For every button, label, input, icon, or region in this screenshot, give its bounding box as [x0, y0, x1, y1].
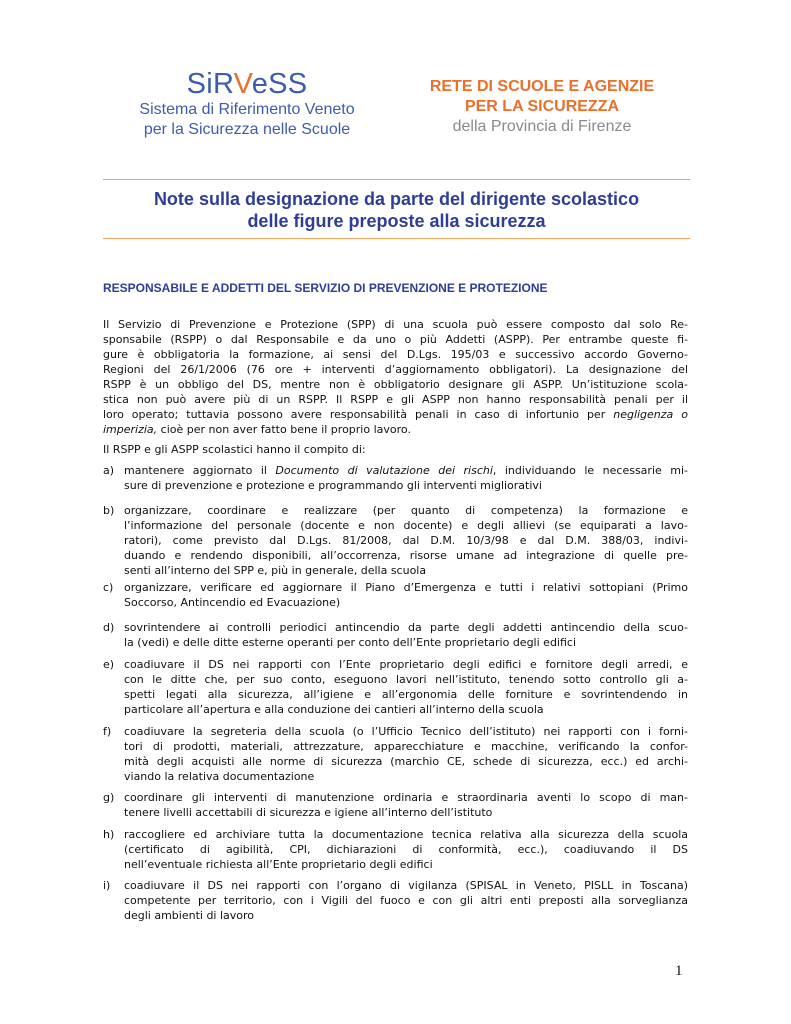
- task-marker: d): [103, 621, 115, 634]
- task-line: ratori), come previsto dal D.Lgs. 81/2008, dal D.M. 10/3/98 e dal D.M. 388/03, indivi-: [124, 534, 688, 547]
- intro-line: RSPP è un obbligo del DS, mentre non è obbligatorio designare gli ASPP. Un’istituzione scola-: [103, 378, 688, 391]
- task-line: sure di prevenzione e protezione e programmando gli interventi migliorativi: [124, 479, 542, 492]
- task-line: Soccorso, Antincendio ed Evacuazione): [124, 596, 341, 609]
- section-heading: RESPONSABILE E ADDETTI DEL SERVIZIO DI PREVENZIONE E PROTEZIONE: [103, 281, 548, 295]
- task-marker: g): [103, 791, 115, 804]
- intro-line: Il Servizio di Prevenzione e Protezione (SPP) di una scuola può essere composto dal solo Re-: [103, 318, 688, 331]
- intro-line: sponsabile (RSPP) o dal Responsabile e da uno o più Addetti (ASPP). Per entrambe queste fi-: [103, 333, 688, 346]
- italic-fragment: imperizia,: [103, 423, 158, 436]
- task-line: duando e rendendo disponibili, all’occorrenza, risorse umane ad integrazione di quelle pre-: [124, 549, 688, 562]
- network-line-1: RETE DI SCUOLE E AGENZIE: [429, 78, 655, 95]
- task-line: competente per territorio, con i Vigili del fuoco e con gli altri enti preposti alla sorveglianza: [124, 894, 688, 907]
- task-marker: i): [103, 879, 111, 892]
- task-marker: c): [103, 581, 114, 594]
- page-number: 1: [675, 963, 683, 979]
- task-marker: f): [103, 725, 112, 738]
- logo-subtitle-2: per la Sicurezza nelle Scuole: [143, 121, 351, 138]
- task-line: con le ditte che, per suo conto, eseguono lavori nell’istituto, tenendo sotto controllo gli a-: [124, 673, 688, 686]
- intro-line: gure è obbligatoria la formazione, ai sensi del D.Lgs. 195/03 e successivo accordo Governo-: [103, 348, 688, 361]
- logo-subtitle-1: Sistema di Riferimento Veneto: [139, 101, 355, 118]
- task-line: coadiuvare il DS nei rapporti con l’organo di vigilanza (SPISAL in Veneto, PISLL in Toscana): [124, 879, 688, 892]
- task-line: raccogliere ed archiviare tutta la documentazione tecnica relativa alla sicurezza della scuola: [124, 828, 688, 841]
- task-line: degli ambienti di lavoro: [124, 909, 255, 922]
- title-line-2: delle figure preposte alla sicurezza: [247, 211, 546, 231]
- intro-line: Regioni del 26/1/2006 (76 ore + interventi d’aggiornamento obbligatori). La designazione del: [103, 363, 688, 376]
- task-marker: b): [103, 504, 115, 517]
- task-line: organizzare, verificare ed aggiornare il Piano d’Emergenza e tutti i relativi sottopiani (Primo: [124, 581, 688, 594]
- task-line: senti all’interno del SPP e, più in generale, della scuola: [124, 564, 427, 577]
- task-line: tenere livelli accettabili di sicurezza e igiene all’interno dell’istituto: [124, 806, 493, 819]
- task-line: tori di prodotti, materiali, attrezzature, apparecchiature e macchine, verificando la confor-: [124, 740, 688, 753]
- task-line: mità degli acquisti alle norme di sicurezza (marchio CE, schede di sicurezza, ecc.) ed archi-: [124, 755, 688, 768]
- italic-fragment: Documento di valutazione dei rischi: [275, 464, 493, 477]
- task-line: mantenere aggiornato il Documento di valutazione dei rischi, individuando le necessarie mi-: [124, 464, 688, 477]
- task-line: coordinare gli interventi di manutenzione ordinaria e straordinaria aventi lo scopo di man-: [124, 791, 688, 804]
- title-line-1: Note sulla designazione da parte del dirigente scolastico: [153, 189, 640, 209]
- task-line: organizzare, coordinare e realizzare (per quanto di competenza) la formazione e: [124, 504, 688, 517]
- italic-fragment: negligenza o: [613, 408, 689, 421]
- task-line: coadiuvare il DS nei rapporti con l’Ente proprietario degli edifici e fornitore degli arredi, e: [124, 658, 688, 671]
- network-line-2: PER LA SICUREZZA: [464, 98, 620, 115]
- intro-line: stica non può avere più di un RSPP. Il RSPP e gli ASPP non hanno responsabilità penali per il: [103, 393, 688, 406]
- task-line: coadiuvare la segreteria della scuola (o l’Ufficio Tecnico dell’istituto) nei rapporti con i forni-: [124, 725, 688, 738]
- intro-line-with-italic: imperizia, cioè per non aver fatto bene il proprio lavoro.: [103, 423, 411, 436]
- task-marker: h): [103, 828, 115, 841]
- task-marker: e): [103, 658, 115, 671]
- task-line: la (vedi) e delle ditte esterne operanti per conto dell’Ente proprietario degli edifici: [124, 636, 577, 649]
- network-province: della Provincia di Firenze: [452, 118, 632, 135]
- tasks-intro: Il RSPP e gli ASPP scolastici hanno il compito di:: [103, 443, 366, 456]
- task-line: l’informazione del personale (docente e non docente) e degli allievi (se equiparati a lavo-: [124, 519, 688, 532]
- intro-line-with-italic: loro operato; tuttavia possono avere responsabilità penali in caso di infortunio per negligenza o: [103, 408, 689, 421]
- task-marker: a): [103, 464, 115, 477]
- logo-wordmark: SiRVeSS: [186, 68, 308, 100]
- task-line: particolare all’apertura e alla conduzione dei cantieri all’interno della scuola: [124, 703, 544, 716]
- task-line: sovrintendere ai controlli periodici antincendio da parte degli addetti antincendio della scuo-: [124, 621, 688, 634]
- task-line: nell’eventuale richiesta all’Ente proprietario degli edifici: [124, 858, 433, 871]
- task-line: spetti legati alla sicurezza, all’igiene e all’ergonomia delle forniture e sovrintendendo in: [124, 688, 688, 701]
- task-line: viando la relativa documentazione: [124, 770, 315, 783]
- task-line: (certificato di agibilità, CPI, dichiarazioni di conformità, ecc.), coadiuvando il DS: [124, 843, 688, 856]
